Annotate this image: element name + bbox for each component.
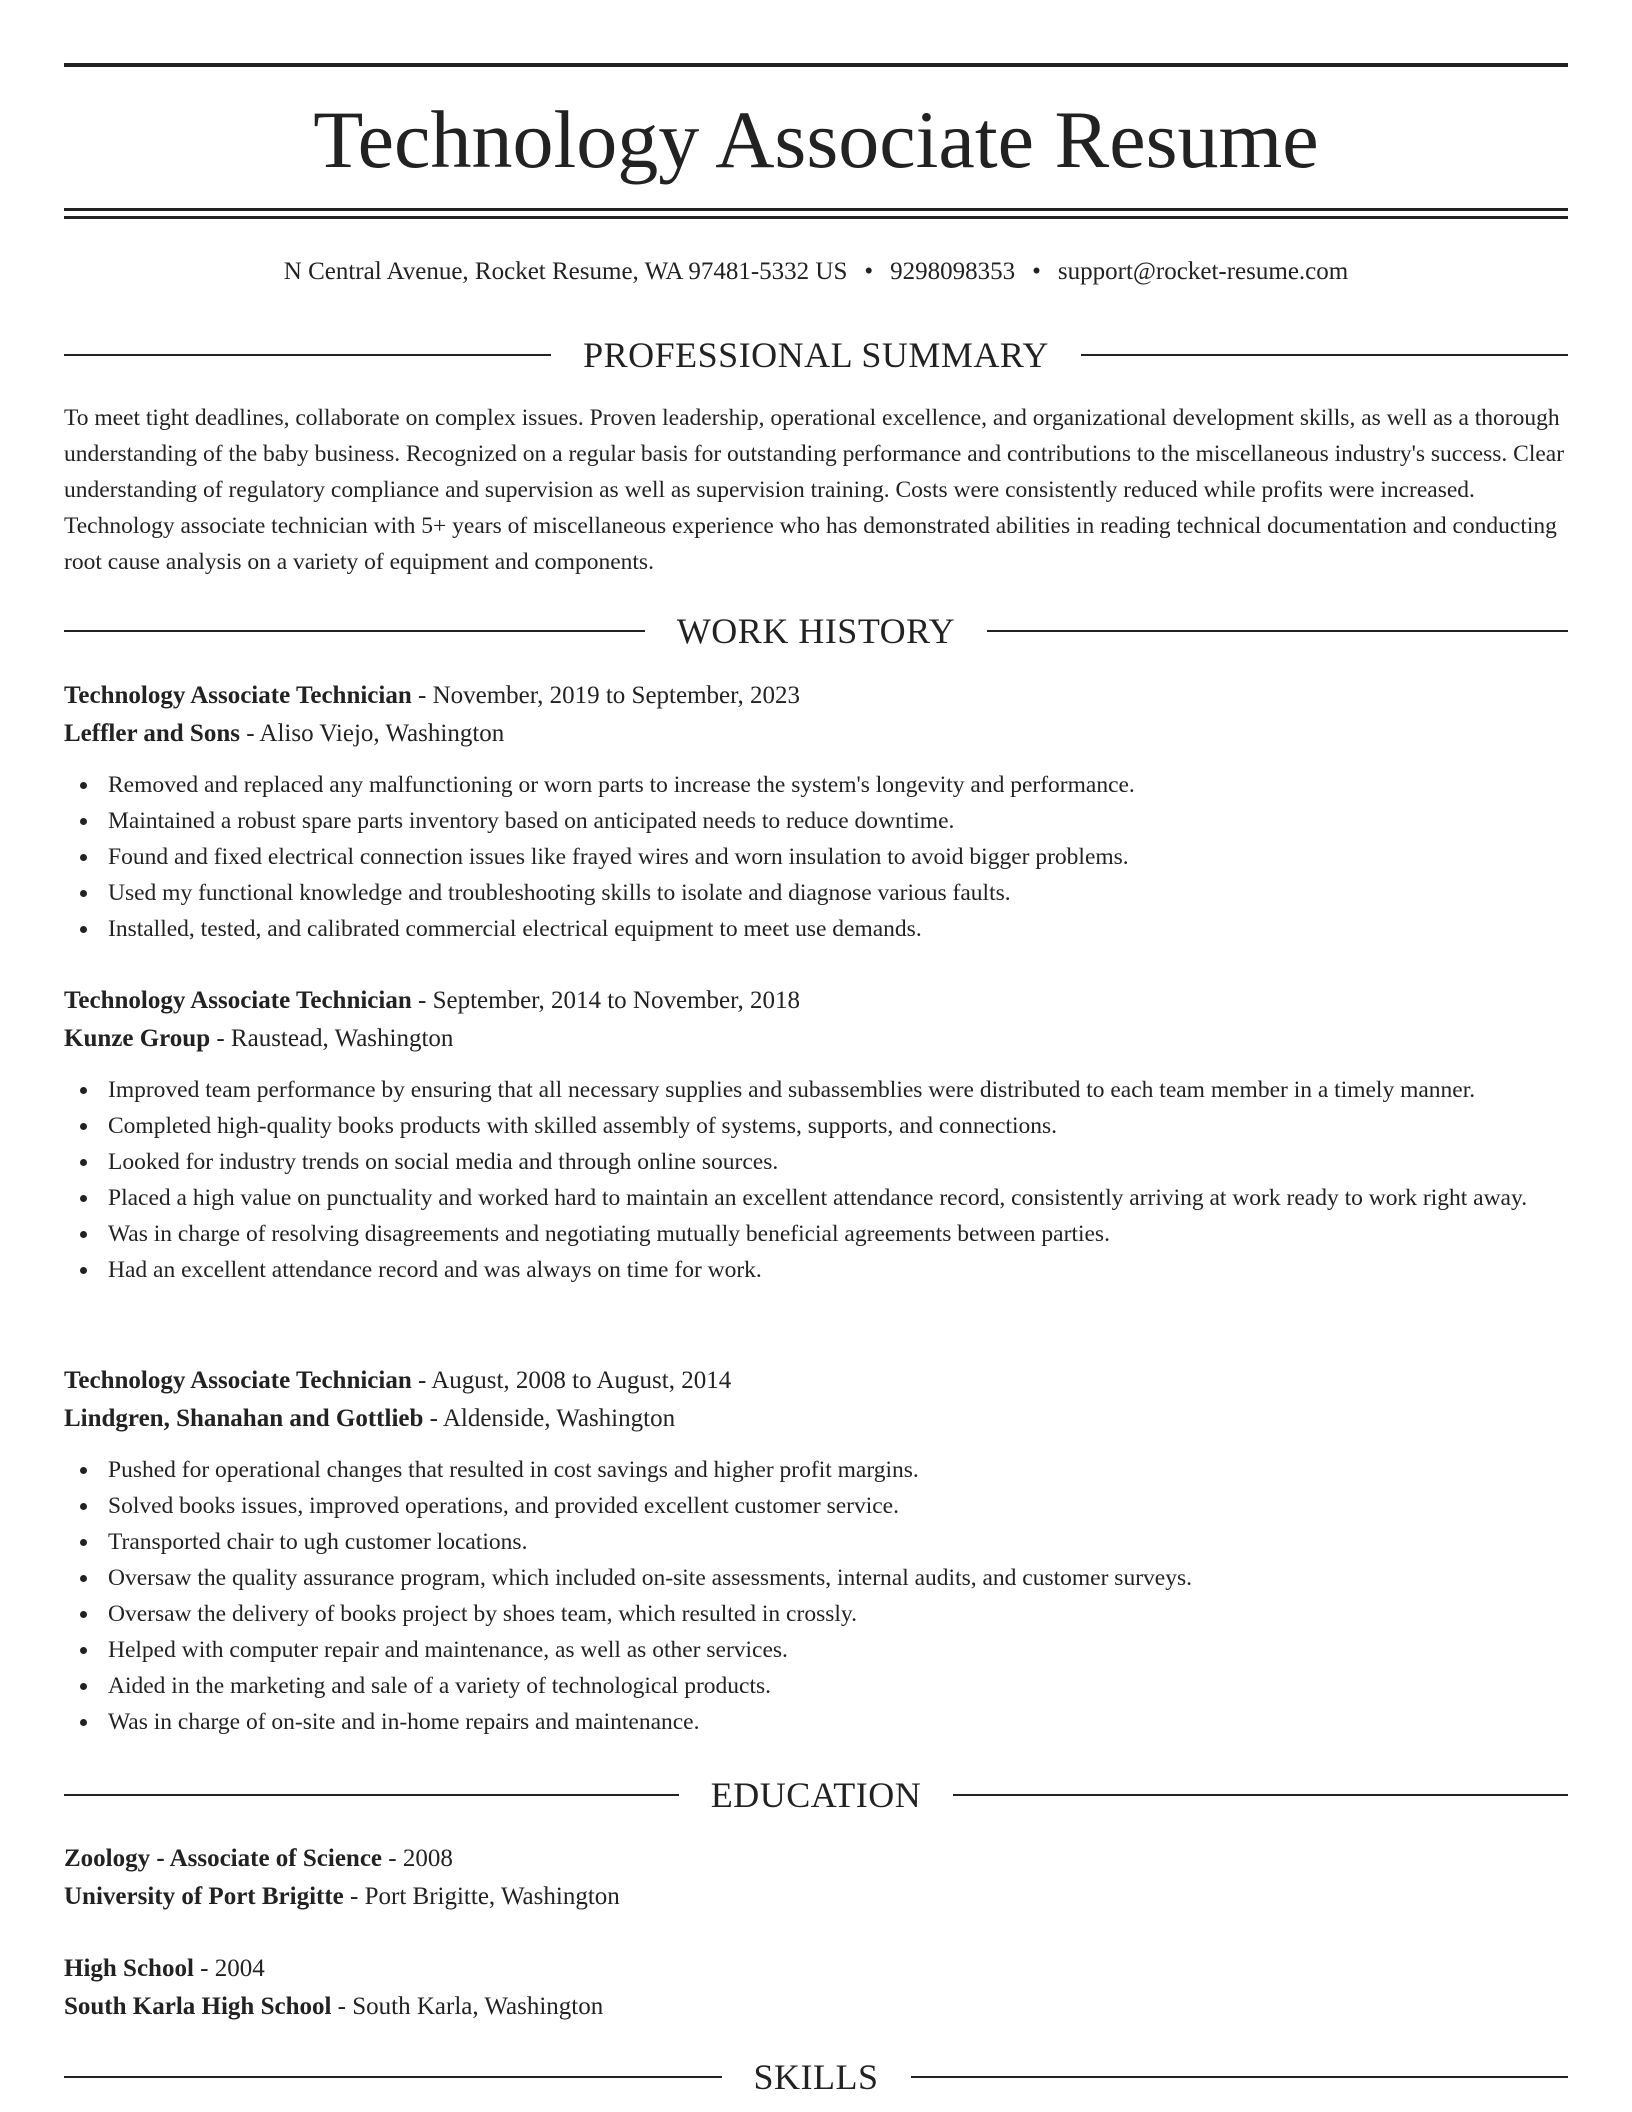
- section-rule: [64, 1794, 679, 1796]
- job-entry: [64, 1362, 1568, 1740]
- contact-email: support@rocket-resume.com: [1057, 258, 1349, 285]
- education-degree: Zoology - Associate of Science: [64, 1845, 383, 1872]
- job-bullet: Helped with computer repair and maintenance, as well as other services.: [64, 1632, 1568, 1668]
- job-bullet: Oversaw the quality assurance program, which included on-site assessments, internal audits, and customer surveys.: [64, 1560, 1568, 1596]
- job-bullet: Installed, tested, and calibrated commercial electrical equipment to meet use demands.: [64, 911, 1568, 947]
- section-header-work-history: [64, 608, 1568, 654]
- job-entry: [64, 982, 1568, 1288]
- job-bullet: Used my functional knowledge and troubleshooting skills to isolate and diagnose various faults.: [64, 875, 1568, 911]
- section-rule: [64, 2076, 722, 2078]
- section-rule: [911, 2076, 1569, 2078]
- contact-line: [64, 254, 1568, 290]
- education-year: - 2004: [193, 1955, 265, 1982]
- contact-separator: •: [1032, 258, 1041, 285]
- job-company-line: [64, 715, 1568, 753]
- job-dates: - August, 2008 to August, 2014: [411, 1367, 732, 1394]
- job-bullet: Maintained a robust spare parts inventory based on anticipated needs to reduce downtime.: [64, 803, 1568, 839]
- resume-title: Technology Associate Resume: [313, 94, 1319, 185]
- section-header-education: [64, 1772, 1568, 1818]
- section-rule: [64, 630, 645, 632]
- job-title: Technology Associate Technician: [64, 682, 412, 709]
- job-title: Technology Associate Technician: [64, 987, 412, 1014]
- section-title: WORK HISTORY: [676, 611, 956, 651]
- job-bullet: Was in charge of on-site and in-home repairs and maintenance.: [64, 1704, 1568, 1740]
- section-title: EDUCATION: [710, 1775, 922, 1815]
- job-bullets: [64, 767, 1568, 947]
- contact-separator: •: [864, 258, 874, 285]
- education-degree-line: [64, 1840, 1568, 1878]
- job-title-line: [64, 677, 1568, 715]
- job-bullets: [64, 1072, 1568, 1288]
- job-bullet: Transported chair to ugh customer locations.: [64, 1524, 1568, 1560]
- section-title: SKILLS: [753, 2057, 879, 2097]
- education-location: - Port Brigitte, Washington: [343, 1883, 620, 1910]
- job-company: Kunze Group: [64, 1025, 211, 1052]
- title-rule-lower: [64, 216, 1568, 219]
- job-bullets: [64, 1452, 1568, 1740]
- section-rule: [64, 354, 551, 356]
- education-school-line: [64, 1878, 1568, 1916]
- education-school: South Karla High School: [64, 1993, 332, 2020]
- job-dates: - November, 2019 to September, 2023: [411, 682, 800, 709]
- job-company-line: [64, 1020, 1568, 1058]
- job-location: - Raustead, Washington: [210, 1025, 454, 1052]
- job-bullet: Solved books issues, improved operations, and provided excellent customer service.: [64, 1488, 1568, 1524]
- contact-phone: 9298098353: [890, 258, 1016, 285]
- section-title: PROFESSIONAL SUMMARY: [583, 335, 1049, 375]
- job-bullet: Improved team performance by ensuring that all necessary supplies and subassemblies were distributed to each team member in a timely manner.: [64, 1072, 1568, 1108]
- job-bullet: Had an excellent attendance record and was always on time for work.: [64, 1252, 1568, 1288]
- education-entry: [64, 1840, 1568, 1916]
- education-degree-line: [64, 1950, 1568, 1988]
- job-bullet: Found and fixed electrical connection issues like frayed wires and worn insulation to avoid bigger problems.: [64, 839, 1568, 875]
- job-title-line: [64, 1362, 1568, 1400]
- job-company-line: [64, 1400, 1568, 1438]
- title-rule-upper: [64, 208, 1568, 211]
- top-rule: [64, 63, 1568, 67]
- education-school: University of Port Brigitte: [64, 1883, 344, 1910]
- job-bullet: Aided in the marketing and sale of a variety of technological products.: [64, 1668, 1568, 1704]
- section-header-summary: [64, 332, 1568, 378]
- education-degree: High School: [64, 1955, 194, 1982]
- section-header-skills: [64, 2054, 1568, 2100]
- job-dates: - September, 2014 to November, 2018: [411, 987, 800, 1014]
- section-rule: [953, 1794, 1568, 1796]
- education-location: - South Karla, Washington: [331, 1993, 604, 2020]
- section-rule: [987, 630, 1568, 632]
- section-rule: [1081, 354, 1568, 356]
- education-entry: [64, 1950, 1568, 2026]
- education-school-line: [64, 1988, 1568, 2026]
- job-bullet: Was in charge of resolving disagreements and negotiating mutually beneficial agreements between parties.: [64, 1216, 1568, 1252]
- job-location: - Aldenside, Washington: [423, 1405, 676, 1432]
- job-entry: [64, 677, 1568, 947]
- job-title: Technology Associate Technician: [64, 1367, 412, 1394]
- job-company: Leffler and Sons: [64, 720, 240, 747]
- education-year: - 2008: [382, 1845, 453, 1872]
- job-bullet: Completed high-quality books products with skilled assembly of systems, supports, and connections.: [64, 1108, 1568, 1144]
- summary-text: To meet tight deadlines, collaborate on complex issues. Proven leadership, operational excellence, and organizational development skills, as well as a thorough understanding of the baby business. Recognized on a regular basis for outstanding performance and contributions to the miscellaneous industry's success. Clear understanding of regulatory compliance and supervision as well as supervision training. Costs were consistently reduced while profits were increased. Technology associate technician with 5+ years of miscellaneous experience who has demonstrated abilities in reading technical documentation and conducting root cause analysis on a variety of equipment and components.: [64, 405, 1565, 575]
- job-bullet: Looked for industry trends on social media and through online sources.: [64, 1144, 1568, 1180]
- job-bullet: Removed and replaced any malfunctioning or worn parts to increase the system's longevity and performance.: [64, 767, 1568, 803]
- job-bullet: Pushed for operational changes that resulted in cost savings and higher profit margins.: [64, 1452, 1568, 1488]
- contact-address: N Central Avenue, Rocket Resume, WA 97481-5332 US: [283, 258, 848, 285]
- job-company: Lindgren, Shanahan and Gottlieb: [64, 1405, 424, 1432]
- job-location: - Aliso Viejo, Washington: [239, 720, 505, 747]
- job-bullet: Oversaw the delivery of books project by shoes team, which resulted in crossly.: [64, 1596, 1568, 1632]
- job-title-line: [64, 982, 1568, 1020]
- job-bullet: Placed a high value on punctuality and worked hard to maintain an excellent attendance record, consistently arriving at work ready to work right away.: [64, 1180, 1568, 1216]
